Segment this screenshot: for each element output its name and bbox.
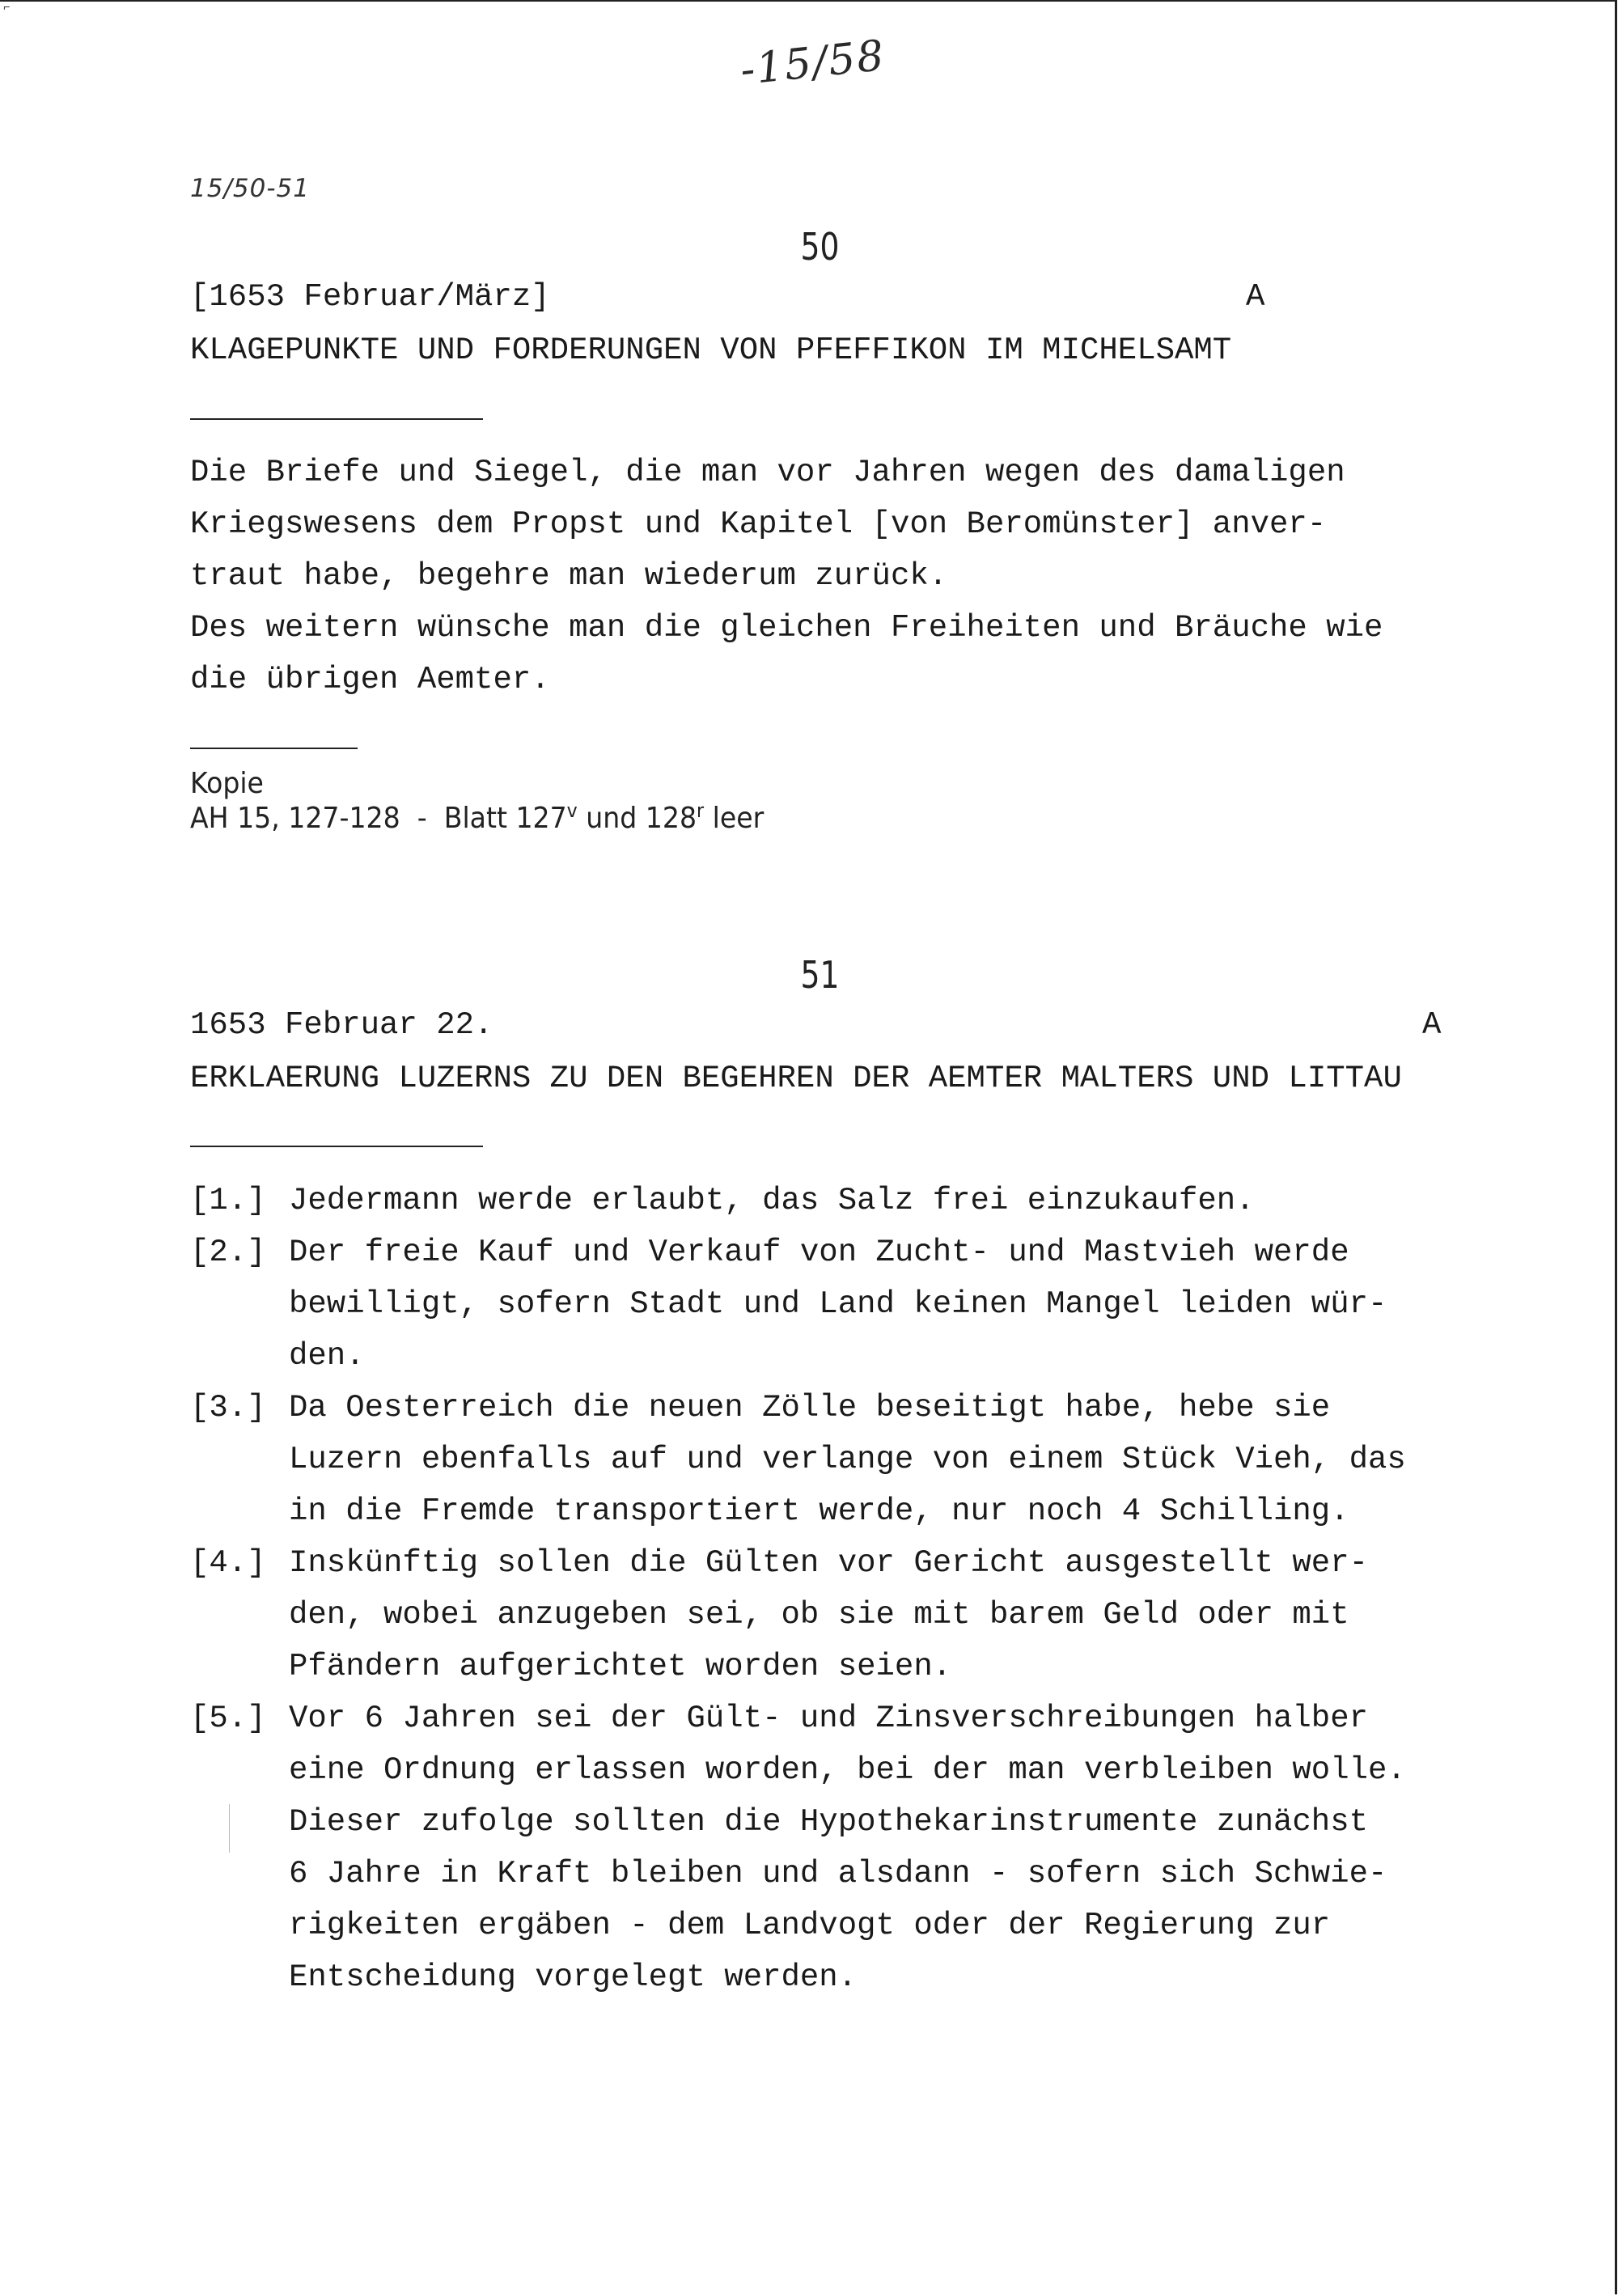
item-line: rigkeiten ergäben - dem Landvogt oder der Regierung zur — [289, 1908, 1331, 1943]
doc50-body-line: traut habe, begehre man wiederum zurück. — [190, 558, 948, 594]
source-rule — [190, 748, 358, 749]
doc50-body-line: die übrigen Aemter. — [190, 662, 550, 697]
title-rule — [190, 418, 483, 420]
document-number-51: 51 — [800, 953, 840, 997]
item-line: bewilligt, sofern Stadt und Land keinen Mangel leiden wür- — [289, 1286, 1387, 1322]
item-number: [1.] — [190, 1183, 266, 1218]
document-number-50: 50 — [800, 225, 840, 269]
item-line: Pfändern aufgerichtet worden seien. — [289, 1649, 952, 1684]
item-line: Dieser zufolge sollten die Hypothekarinstrumente zunächst — [289, 1804, 1369, 1840]
item-line: den. — [289, 1338, 365, 1374]
item-line: Da Oesterreich die neuen Zölle beseitigt habe, hebe sie — [289, 1390, 1331, 1425]
item-number: [3.] — [190, 1390, 266, 1425]
doc51-date: 1653 Februar 22. — [190, 1007, 493, 1043]
doc51-title: ERKLAERUNG LUZERNS ZU DEN BEGEHREN DER AEMTER MALTERS UND LITTAU — [190, 1061, 1402, 1096]
doc51-category: A — [1422, 1007, 1442, 1043]
item-line: Entscheidung vorgelegt werden. — [289, 1959, 858, 1995]
title-rule — [190, 1146, 483, 1147]
doc50-date: [1653 Februar/März] — [190, 279, 550, 315]
doc50-body-line: Des weitern wünsche man die gleichen Freiheiten und Bräuche wie — [190, 610, 1383, 646]
source-type: Kopie — [190, 767, 264, 800]
source-reference: AH 15, 127-128 - Blatt 127$^v$ und 128$^r$ leer — [190, 799, 765, 835]
item-line: 6 Jahre in Kraft bleiben und alsdann - sofern sich Schwie- — [289, 1856, 1387, 1891]
item-line: in die Fremde transportiert werde, nur noch 4 Schilling. — [289, 1493, 1349, 1529]
item-number: [2.] — [190, 1235, 266, 1270]
item-line: Jedermann werde erlaubt, das Salz frei einzukaufen. — [289, 1183, 1255, 1218]
doc50-category: A — [1246, 279, 1265, 315]
item-line: Inskünftig sollen die Gülten vor Gericht ausgestellt wer- — [289, 1545, 1369, 1581]
margin-mark — [229, 1804, 230, 1853]
item-line: Vor 6 Jahren sei der Gült- und Zinsverschreibungen halber — [289, 1701, 1369, 1736]
doc50-body-line: Die Briefe und Siegel, die man vor Jahren wegen des damaligen — [190, 455, 1345, 490]
corner-mark: ⌐ — [3, 2, 11, 15]
doc50-body-line: Kriegswesens dem Propst und Kapitel [von Beromünster] anver- — [190, 506, 1327, 542]
item-line: Der freie Kauf und Verkauf von Zucht- und Mastvieh werde — [289, 1235, 1349, 1270]
item-line: eine Ordnung erlassen worden, bei der man verbleiben wolle. — [289, 1752, 1406, 1788]
item-number: [5.] — [190, 1701, 266, 1736]
item-line: Luzern ebenfalls auf und verlange von einem Stück Vieh, das — [289, 1442, 1406, 1477]
item-line: den, wobei anzugeben sei, ob sie mit barem Geld oder mit — [289, 1597, 1349, 1633]
archive-reference: 15/50-51 — [190, 174, 310, 203]
doc50-title: KLAGEPUNKTE UND FORDERUNGEN VON PFEFFIKON IM MICHELSAMT — [190, 333, 1232, 368]
item-number: [4.] — [190, 1545, 266, 1581]
handwritten-reference: -15/58 — [738, 31, 888, 95]
